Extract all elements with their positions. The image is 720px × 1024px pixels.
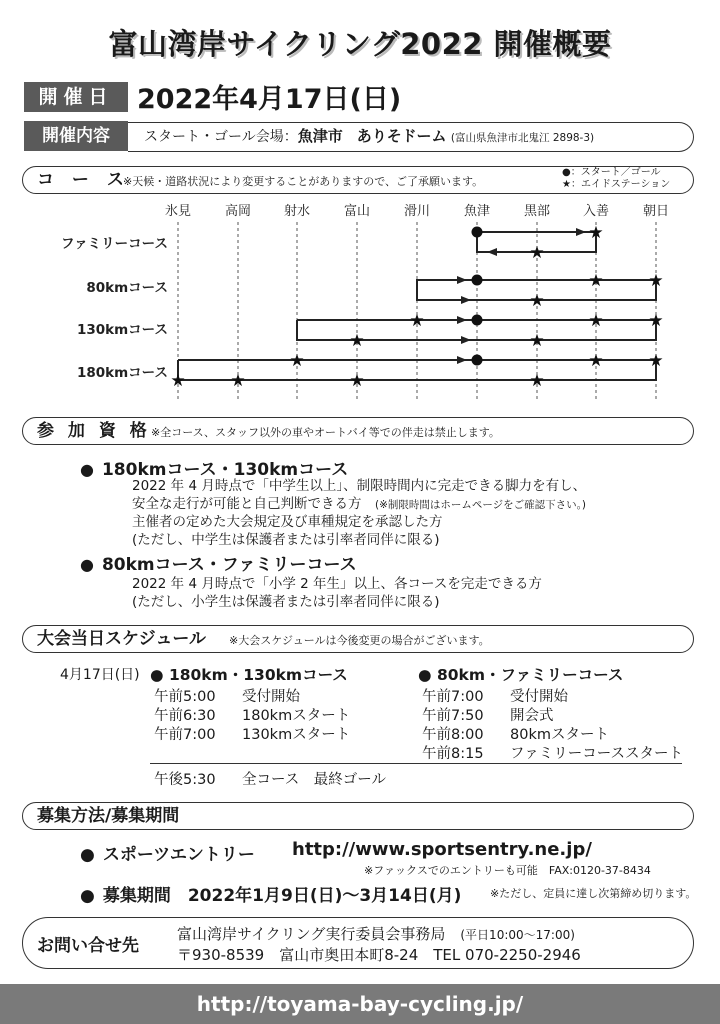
aid-star-icon: ★ [230,371,246,391]
aid-star-icon: ★ [170,371,186,391]
schedule-item: 午前5:00 受付開始 [154,689,300,705]
schedule-section-bar [22,625,694,653]
course-map [0,196,720,408]
schedule-item: 午前8:15 ファミリーコーススタート [422,746,683,762]
qualification-text: (ただし、中学生は保護者または引率者同伴に限る) [132,532,440,548]
aid-star-icon: ★ [648,271,664,291]
qualification-text: 安全な走行が可能と自己判断できる方 (※制限時間はホームページをご確認下さい。) [132,496,587,512]
schedule-final-goal: 午後5:30 全コース 最終ゴール [154,772,386,788]
town-label: 富山 [343,204,371,219]
town-label: 朝日 [642,204,670,219]
aid-star-icon: ★ [529,291,545,311]
period-value: 2022年1月9日(日)～3月14日(月) [187,886,462,906]
town-label: 氷見 [164,204,192,219]
date-value: 2022年4月17日(日) [137,84,402,115]
aid-star-icon: ★ [529,243,545,263]
town-label: 黒部 [523,204,551,219]
venue-name: ありそドーム [356,127,447,145]
contact-box [22,917,694,969]
qualification-note: ※全コース、スタッフ以外の車やオートバイ等での伴走は禁止します。 [151,426,500,439]
schedule-divider [150,763,682,764]
aid-star-icon: ★ [349,371,365,391]
recruit-section-bar [22,802,694,830]
entry-label: スポーツエントリー [102,845,255,865]
period-label: 募集期間 [102,886,171,906]
aid-star-icon: ★ [529,331,545,351]
bullet-icon: ● [150,666,164,684]
qualification-text: 主催者の定めた大会規定及び車種規定を承認した方 [132,514,443,530]
qualification-group2-title: ● 80kmコース・ファミリーコース [80,555,357,575]
qualification-section-bar [22,417,694,445]
course-label-family: ファミリーコース [60,236,168,252]
schedule-item: 午前7:50 開会式 [422,708,554,724]
contact-hours: (平日10:00～17:00) [460,928,575,942]
recruit-title: 募集方法/募集期間 [37,806,180,826]
page-title: 富山湾岸サイクリング2022 開催概要 [108,27,612,61]
qualification-group1-title: ● 180kmコース・130kmコース [80,460,349,480]
town-label: 入善 [582,204,610,219]
period-row [80,881,461,906]
date-label: 開催日 [24,82,128,112]
contact-org: 富山湾岸サイクリング実行委員会事務局 (平日10:00～17:00) [177,925,575,943]
schedule-note: ※大会スケジュールは今後変更の場合がございます。 [229,634,490,647]
schedule-date: 4月17日(日) [60,667,140,683]
course-label-180: 180kmコース [76,365,168,381]
bullet-icon: ● [80,555,94,574]
aid-star-icon: ★ [529,371,545,391]
start-marker [472,315,483,326]
period-note: ※ただし、定員に達し次第締め切ります。 [490,887,697,900]
footer-url-link[interactable]: http://toyama-bay-cycling.jp/ [0,984,720,1024]
schedule-left-title: ● 180km・130kmコース [150,666,348,684]
content-label: 開催内容 [24,121,128,151]
schedule-item: 午前6:30 180kmスタート [154,708,351,724]
bullet-icon: ● [418,666,432,684]
course-note: ※天候・道路状況により変更することがありますので、ご了承願います。 [123,175,484,188]
aid-star-icon: ★ [409,311,425,331]
aid-star-icon: ★ [588,351,604,371]
schedule-right-title: ● 80km・ファミリーコース [418,666,624,684]
aid-star-icon: ★ [588,271,604,291]
bullet-icon: ● [80,845,95,865]
town-label: 滑川 [403,204,431,219]
contact-label: お問い合せ先 [37,936,139,956]
town-label: 高岡 [224,204,252,219]
venue-address: (富山県魚津市北鬼江 2898-3) [450,132,595,144]
schedule-item: 午前7:00 受付開始 [422,689,568,705]
town-label: 魚津 [463,204,491,219]
course-title: コ ー ス [37,170,130,190]
aid-star-icon: ★ [289,351,305,371]
start-marker [472,275,483,286]
bullet-icon: ● [80,460,94,479]
town-label: 射水 [283,204,311,219]
schedule-title: 大会当日スケジュール [37,629,206,649]
qualification-text: 2022 年 4 月時点で「中学生以上」、制限時間内に完走できる脚力を有し、 [132,478,587,494]
fax-note: ※ファックスでのエントリーも可能 FAX:0120-37-8434 [364,864,651,877]
aid-star-icon: ★ [588,223,604,243]
qualification-title: 参 加 資 格 [37,421,151,441]
venue-prefix: スタート・ゴール会場： [144,129,298,145]
legend-start: ●：スタート／ゴール [562,167,661,178]
course-label-130: 130kmコース [76,322,168,338]
legend-aid: ★：エイドステーション [562,179,671,190]
course-legend [562,167,670,191]
aid-star-icon: ★ [648,351,664,371]
aid-star-icon: ★ [588,311,604,331]
venue-city: 魚津市 [297,127,343,145]
start-marker [472,355,483,366]
schedule-item: 午前8:00 80kmスタート [422,727,609,743]
start-marker [472,227,483,238]
contact-address: 〒930-8539 富山市奥田本町8-24 TEL 070-2250-2946 [177,946,581,964]
entry-url-link[interactable]: http://www.sportsentry.ne.jp/ [292,839,592,860]
bullet-icon: ● [80,886,95,906]
aid-star-icon: ★ [349,331,365,351]
schedule-item: 午前7:00 130kmスタート [154,727,351,743]
aid-star-icon: ★ [648,311,664,331]
venue-box [128,122,694,152]
entry-row [80,840,255,865]
qualification-text: (ただし、小学生は保護者または引率者同伴に限る) [132,594,440,610]
course-label-80: 80kmコース [86,280,168,296]
qualification-text: 2022 年 4 月時点で「小学 2 年生」以上、各コースを完走できる方 [132,576,542,592]
